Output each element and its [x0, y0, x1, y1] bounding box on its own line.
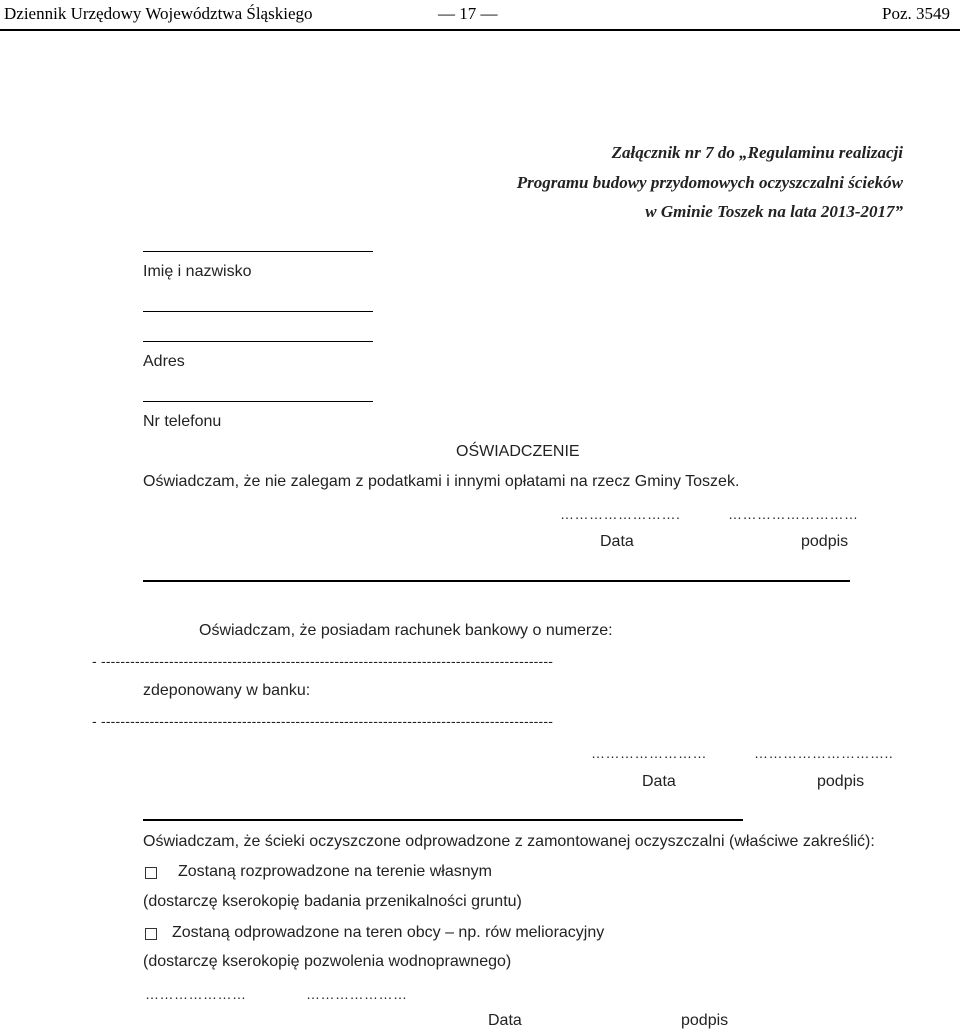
section-divider-2 [143, 819, 743, 821]
attachment-line-1: Załącznik nr 7 do „Regulaminu realizacji [611, 143, 903, 162]
signature-label-2: podpis [817, 773, 865, 790]
bank-label: zdeponowany w banku: [143, 682, 311, 699]
account-number-line[interactable]: - --------------------------------------------------------------------------------------------- [92, 653, 554, 669]
phone-line[interactable] [143, 401, 373, 402]
option-foreign-land-label: Zostaną odprowadzone na teren obcy – np. rów melioracyjny [172, 924, 605, 941]
bank-name-line[interactable]: - --------------------------------------------------------------------------------------------- [92, 713, 554, 729]
attachment-line-2: Programu budowy przydomowych oczyszczalni ścieków [516, 173, 903, 192]
signature-dots-2[interactable]: ……………………….. [754, 745, 894, 761]
signature-dots-1[interactable]: ……………………… [728, 506, 859, 522]
signature-label-1: podpis [801, 533, 849, 550]
date-dots-2[interactable]: …………………… [591, 745, 707, 761]
page-number: — 17 — [438, 4, 498, 23]
attachment-line-3: w Gminie Toszek na lata 2013-2017” [645, 202, 903, 221]
header-rule [0, 29, 960, 31]
position-number: Poz. 3549 [882, 4, 950, 23]
address-line-1[interactable] [143, 311, 373, 312]
name-label: Imię i nazwisko [143, 263, 252, 280]
date-dots-1[interactable]: ……………………. [560, 506, 681, 522]
option-foreign-land-checkbox[interactable] [145, 928, 157, 940]
option-own-land-label: Zostaną rozprowadzone na terenie własnym [178, 863, 492, 880]
date-label-3: Data [488, 1012, 522, 1029]
option-foreign-land-note: (dostarczę kserokopię pozwolenia wodnoprawnego) [143, 953, 512, 970]
phone-label: Nr telefonu [143, 413, 222, 430]
statement-title: OŚWIADCZENIE [456, 443, 580, 460]
section-divider-1 [143, 580, 850, 582]
signature-dots-3[interactable]: ………………… [306, 986, 408, 1002]
publication-title: Dziennik Urzędowy Województwa Śląskiego [4, 4, 313, 23]
signature-label-3: podpis [681, 1012, 729, 1029]
option-own-land-note: (dostarczę kserokopię badania przenikalności gruntu) [143, 893, 522, 910]
date-dots-3[interactable]: ………………… [145, 986, 247, 1002]
statement-bank-text: Oświadczam, że posiadam rachunek bankowy o numerze: [199, 622, 613, 639]
address-line-2[interactable] [143, 341, 373, 342]
date-label-2: Data [642, 773, 676, 790]
address-label: Adres [143, 353, 185, 370]
statement-tax-text: Oświadczam, że nie zalegam z podatkami i innymi opłatami na rzecz Gminy Toszek. [143, 473, 740, 490]
date-label-1: Data [600, 533, 634, 550]
name-line[interactable] [143, 251, 373, 252]
statement-sewage-text: Oświadczam, że ścieki oczyszczone odprowadzone z zamontowanej oczyszczalni (właściwe zakreślić): [143, 833, 875, 850]
option-own-land-checkbox[interactable] [145, 867, 157, 879]
